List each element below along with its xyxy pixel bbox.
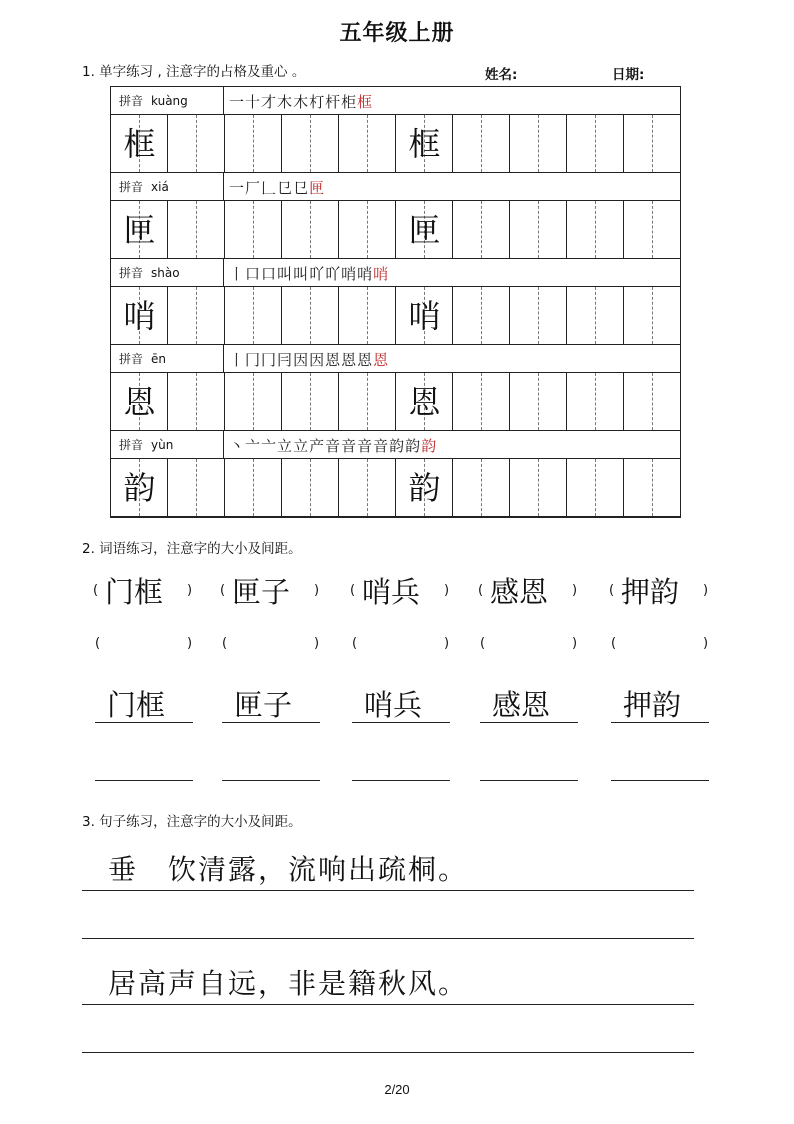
practice-cell[interactable] [339,201,396,258]
model-character: 哨 [408,297,441,335]
pinyin-word: 拼音 [119,266,144,280]
cell-guide-line [367,201,368,258]
practice-cell[interactable] [225,115,282,172]
cell-guide-line [310,373,311,430]
cell-guide-line [253,287,254,344]
word-model: 匣子 [232,575,291,609]
stroke-step: 丨 [229,351,246,369]
pinyin-blank-open: ( [95,636,101,651]
stroke-step: 匣 [309,179,326,197]
stroke-step: 恩 [325,351,342,369]
cell-guide-line [481,201,482,258]
stroke-step: 哨 [357,265,374,283]
practice-cell[interactable] [396,287,453,344]
practice-cell[interactable] [282,201,339,258]
word-model: 门框 [105,575,164,609]
practice-cell[interactable] [396,201,453,258]
cell-guide-line [652,459,653,516]
pinyin-text: xiá [151,180,169,194]
cell-guide-line [595,115,596,172]
writing-line[interactable] [222,780,320,781]
practice-cell[interactable] [168,115,225,172]
stroke-step: 韵 [421,437,438,455]
practice-cell[interactable] [225,459,282,516]
practice-cell[interactable] [111,115,168,172]
cell-guide-line [481,115,482,172]
practice-cell[interactable] [624,459,681,516]
stroke-order [229,173,325,201]
word-trace: 哨兵 [364,688,423,722]
stroke-step: 亠 [261,437,278,455]
cell-guide-line [595,373,596,430]
stroke-step: 冂 [261,351,278,369]
stroke-order [229,259,389,287]
stroke-step: 口 [245,265,262,283]
character-row [111,373,680,431]
stroke-step: 因 [293,351,310,369]
practice-cell[interactable] [282,373,339,430]
model-character: 匣 [123,211,156,249]
pinyin-word: 拼音 [119,94,144,108]
writing-line[interactable] [82,890,694,891]
paren-open: ( [350,583,356,598]
section1-label: 1. 单字练习 , 注意字的占格及重心 。 [82,64,306,80]
pinyin-label [111,259,224,287]
writing-line[interactable] [222,722,320,723]
cell-guide-line [196,459,197,516]
model-character: 框 [408,125,441,163]
stroke-step: 亠 [245,437,262,455]
model-character: 框 [123,125,156,163]
pinyin-word: 拼音 [119,438,144,452]
stroke-step: 哨 [373,265,390,283]
stroke-step: 木 [277,93,294,111]
writing-line[interactable] [480,722,578,723]
practice-cell[interactable] [453,115,510,172]
cell-guide-line [367,459,368,516]
stroke-step: 丨 [229,265,246,283]
stroke-step: 厂 [245,179,262,197]
stroke-step: 吖 [309,265,326,283]
cell-guide-line [310,287,311,344]
practice-cell[interactable] [282,287,339,344]
pinyin-word: 拼音 [119,352,144,366]
stroke-step: 十 [245,93,262,111]
practice-cell[interactable] [453,287,510,344]
paren-open: ( [609,583,615,598]
practice-cell[interactable] [453,373,510,430]
cell-guide-line [253,373,254,430]
pinyin-row [111,259,680,287]
practice-cell[interactable] [624,373,681,430]
pinyin-text: kuàng [151,94,188,108]
practice-cell[interactable] [225,287,282,344]
pinyin-blank-open: ( [611,636,617,651]
stroke-step: 才 [261,93,278,111]
practice-cell[interactable] [567,373,624,430]
model-character: 恩 [408,383,441,421]
practice-cell[interactable] [510,373,567,430]
stroke-step: 韵 [389,437,406,455]
cell-guide-line [367,373,368,430]
practice-cell[interactable] [111,287,168,344]
stroke-step: 框 [357,93,374,111]
writing-line[interactable] [82,1004,694,1005]
model-character: 恩 [123,383,156,421]
pinyin-blank-close: ) [444,636,450,651]
word-model: 押韵 [621,575,680,609]
practice-cell[interactable] [510,287,567,344]
pinyin-blank-open: ( [352,636,358,651]
sentence-model: 居高声自远，非是籍秋风。 [108,967,469,1000]
cell-guide-line [538,201,539,258]
stroke-step: 韵 [405,437,422,455]
stroke-step: 柜 [341,93,358,111]
model-character: 韵 [123,469,156,507]
stroke-step: 音 [325,437,342,455]
word-trace: 匣子 [234,688,293,722]
cell-guide-line [481,459,482,516]
practice-cell[interactable] [624,115,681,172]
cell-guide-line [196,373,197,430]
date-label: 日期: [612,67,645,83]
stroke-step: 㔾 [293,179,310,197]
pinyin-blank-close: ) [703,636,709,651]
paren-close: ) [572,583,578,598]
cell-guide-line [595,459,596,516]
practice-cell[interactable] [624,201,681,258]
practice-cell[interactable] [339,373,396,430]
practice-cell[interactable] [510,459,567,516]
paren-close: ) [703,583,709,598]
stroke-step: 产 [309,437,326,455]
stroke-step: 叫 [277,265,294,283]
word-model: 哨兵 [362,575,421,609]
stroke-step: 音 [373,437,390,455]
practice-cell[interactable] [567,287,624,344]
cell-guide-line [652,201,653,258]
practice-cell[interactable] [624,287,681,344]
cell-guide-line [481,287,482,344]
paren-close: ) [314,583,320,598]
writing-line[interactable] [95,780,193,781]
practice-cell[interactable] [339,459,396,516]
section3-label: 3. 句子练习，注意字的大小及间距。 [82,814,302,830]
cell-guide-line [310,201,311,258]
stroke-step: 朾 [309,93,326,111]
practice-cell[interactable] [111,201,168,258]
practice-cell[interactable] [453,201,510,258]
pinyin-label [111,87,224,115]
stroke-step: 叫 [293,265,310,283]
practice-cell[interactable] [168,201,225,258]
cell-guide-line [538,115,539,172]
model-character: 韵 [408,469,441,507]
practice-cell[interactable] [567,459,624,516]
character-grid [110,86,681,518]
writing-line[interactable] [352,780,450,781]
practice-cell[interactable] [510,115,567,172]
practice-cell[interactable] [396,373,453,430]
pinyin-blank-open: ( [480,636,486,651]
stroke-step: 音 [341,437,358,455]
practice-cell[interactable] [168,373,225,430]
pinyin-blank-close: ) [572,636,578,651]
cell-guide-line [253,115,254,172]
cell-guide-line [253,459,254,516]
stroke-step: 一 [229,179,246,197]
stroke-step: 𠃊 [261,179,278,197]
model-character: 哨 [123,297,156,335]
practice-cell[interactable] [111,373,168,430]
stroke-step: 恩 [357,351,374,369]
cell-guide-line [253,201,254,258]
paren-open: ( [478,583,484,598]
practice-cell[interactable] [567,201,624,258]
paren-open: ( [93,583,99,598]
writing-line[interactable] [82,1052,694,1053]
writing-line[interactable] [95,722,193,723]
stroke-step: 一 [229,93,246,111]
cell-guide-line [367,115,368,172]
stroke-step: 立 [293,437,310,455]
word-trace: 押韵 [623,688,682,722]
pinyin-label [111,431,224,459]
pinyin-text: shào [151,266,180,280]
practice-cell[interactable] [396,459,453,516]
pinyin-label [111,173,224,201]
stroke-step: 冃 [277,351,294,369]
stroke-step: 冂 [245,351,262,369]
page-number: 2/20 [384,1082,410,1097]
pinyin-row [111,87,680,115]
cell-guide-line [595,201,596,258]
stroke-step: 音 [357,437,374,455]
cell-guide-line [652,287,653,344]
stroke-step: 丶 [229,437,246,455]
cell-guide-line [310,459,311,516]
paren-open: ( [220,583,226,598]
sentence-model: 垂 饮清露，流响出疏桐。 [108,853,469,886]
writing-line[interactable] [352,722,450,723]
pinyin-row [111,173,680,201]
writing-line[interactable] [611,780,709,781]
stroke-step: 哨 [341,265,358,283]
cell-guide-line [310,115,311,172]
character-row [111,201,680,259]
cell-guide-line [595,287,596,344]
practice-cell[interactable] [339,115,396,172]
practice-cell[interactable] [282,115,339,172]
character-row [111,115,680,173]
practice-cell[interactable] [168,459,225,516]
pinyin-row [111,431,680,459]
cell-guide-line [196,115,197,172]
practice-cell[interactable] [225,201,282,258]
pinyin-blank-open: ( [222,636,228,651]
character-row [111,459,680,517]
practice-cell[interactable] [567,115,624,172]
practice-cell[interactable] [225,373,282,430]
writing-line[interactable] [611,722,709,723]
pinyin-word: 拼音 [119,180,144,194]
stroke-step: 杆 [325,93,342,111]
paren-close: ) [187,583,193,598]
model-character: 匣 [408,211,441,249]
pinyin-row [111,345,680,373]
character-row [111,287,680,345]
paren-close: ) [444,583,450,598]
cell-guide-line [652,373,653,430]
stroke-step: 立 [277,437,294,455]
cell-guide-line [196,287,197,344]
writing-line[interactable] [82,938,694,939]
cell-guide-line [538,287,539,344]
word-trace: 门框 [107,688,166,722]
stroke-step: 吖 [325,265,342,283]
pinyin-blank-close: ) [314,636,320,651]
stroke-order [229,431,437,459]
practice-cell[interactable] [453,459,510,516]
page-title: 五年级上册 [339,21,455,46]
practice-cell[interactable] [168,287,225,344]
practice-cell[interactable] [282,459,339,516]
name-label: 姓名: [485,67,518,83]
stroke-order [229,87,373,115]
writing-line[interactable] [480,780,578,781]
stroke-step: 口 [261,265,278,283]
cell-guide-line [196,201,197,258]
practice-cell[interactable] [111,459,168,516]
practice-cell[interactable] [510,201,567,258]
cell-guide-line [652,115,653,172]
word-model: 感恩 [490,575,549,609]
pinyin-text: yùn [151,438,174,452]
stroke-order [229,345,389,373]
practice-cell[interactable] [339,287,396,344]
section2-label: 2. 词语练习，注意字的大小及间距。 [82,541,302,557]
stroke-step: 木 [293,93,310,111]
word-trace: 感恩 [492,688,551,722]
practice-cell[interactable] [396,115,453,172]
stroke-step: 㔾 [277,179,294,197]
cell-guide-line [538,459,539,516]
stroke-step: 因 [309,351,326,369]
cell-guide-line [538,373,539,430]
pinyin-label [111,345,224,373]
stroke-step: 恩 [341,351,358,369]
stroke-step: 恩 [373,351,390,369]
cell-guide-line [481,373,482,430]
cell-guide-line [367,287,368,344]
pinyin-blank-close: ) [187,636,193,651]
pinyin-text: ēn [151,352,167,366]
